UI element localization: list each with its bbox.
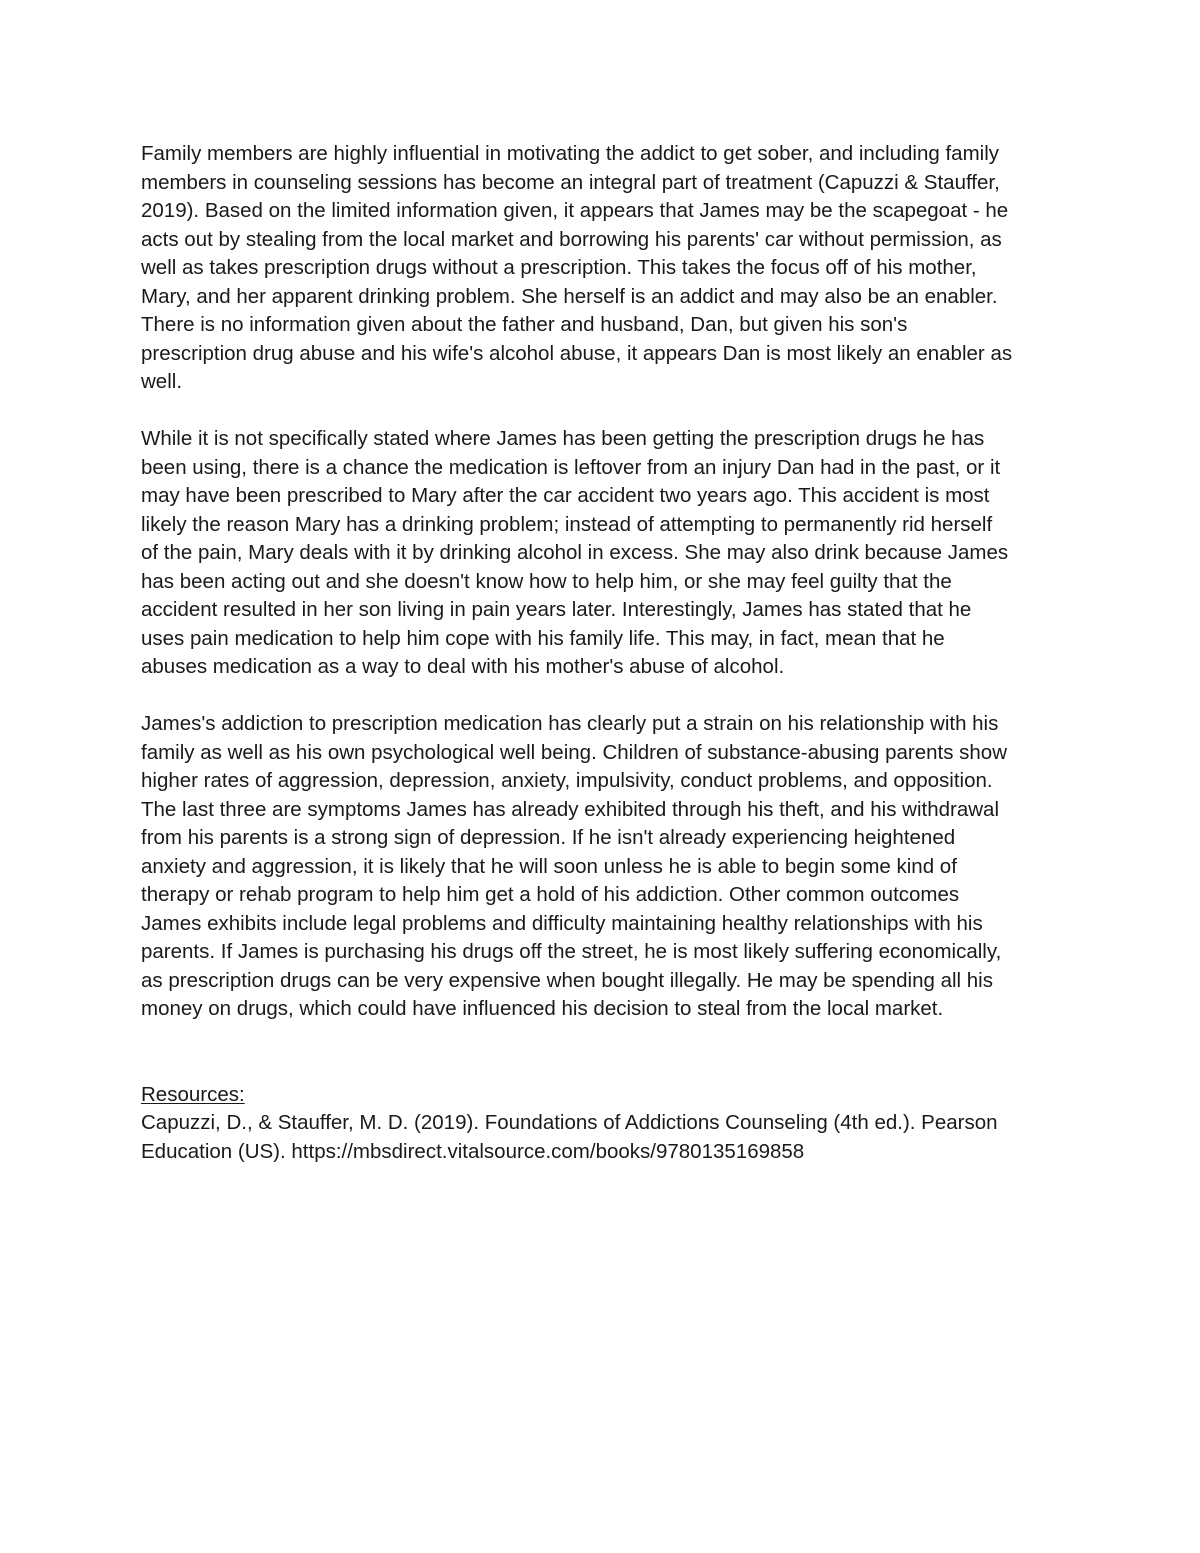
text-line: 2019). Based on the limited information given, it appears that James may be the scapegoat - he	[141, 199, 1009, 222]
text-line: members in counseling sessions has become an integral part of treatment (Capuzzi & Stauffer,	[141, 170, 1000, 194]
resources-section	[141, 1081, 1066, 1167]
text-line: has been acting out and she doesn't know how to help him, or she may feel guilty that the	[141, 569, 952, 593]
text-line: of the pain, Mary deals with it by drinking alcohol in excess. She may also drink because James	[141, 541, 1009, 564]
text-line: well.	[141, 370, 183, 393]
text-line: therapy or rehab program to help him get a hold of his addiction. Other common outcomes	[141, 883, 960, 906]
text-line: prescription drug abuse and his wife's alcohol abuse, it appears Dan is most likely an enabler as	[141, 341, 1013, 365]
text-line: uses pain medication to help him cope with his family life. This may, in fact, mean that he	[141, 626, 945, 650]
text-line: been using, there is a chance the medication is leftover from an injury Dan had in the past, or it	[141, 455, 1001, 479]
text-line: from his parents is a strong sign of depression. If he isn't already experiencing heightened	[141, 826, 956, 849]
document-body	[141, 140, 1066, 1166]
text-line: anxiety and aggression, it is likely that he will soon unless he is able to begin some kind of	[141, 854, 957, 878]
text-line: higher rates of aggression, depression, anxiety, impulsivity, conduct problems, and opposition.	[141, 769, 993, 792]
text-line: James exhibits include legal problems and difficulty maintaining healthy relationships with his	[141, 911, 983, 935]
text-line: Family members are highly influential in motivating the addict to get sober, and including family	[141, 142, 1000, 165]
paragraph-2	[141, 425, 1066, 682]
text-line: accident resulted in her son living in pain years later. Interestingly, James has stated that he	[141, 598, 972, 621]
text-line: James's addiction to prescription medication has clearly put a strain on his relationship with his	[141, 712, 999, 735]
paragraph-1	[141, 140, 1066, 397]
citation-line: Capuzzi, D., & Stauffer, M. D. (2019). Foundations of Addictions Counseling (4th ed.). Pearson	[141, 1111, 998, 1134]
text-line: abuses medication as a way to deal with his mother's abuse of alcohol.	[141, 655, 785, 678]
text-line: While it is not specifically stated where James has been getting the prescription drugs he has	[141, 427, 985, 450]
resources-heading: Resources:	[141, 1082, 245, 1106]
spacer	[141, 1052, 1066, 1081]
paragraph-3	[141, 710, 1066, 1024]
text-line: well as takes prescription drugs without a prescription. This takes the focus off of his mother,	[141, 256, 977, 279]
text-line: parents. If James is purchasing his drugs off the street, he is most likely suffering economically,	[141, 940, 1002, 963]
citation-line: Education (US). https://mbsdirect.vitalsource.com/books/9780135169858	[141, 1139, 805, 1163]
text-line: as prescription drugs can be very expensive when bought illegally. He may be spending all his	[141, 968, 993, 992]
text-line: family as well as his own psychological well being. Children of substance-abusing parents show	[141, 740, 1008, 764]
text-line: There is no information given about the father and husband, Dan, but given his son's	[141, 313, 908, 336]
text-line: money on drugs, which could have influenced his decision to steal from the local market.	[141, 997, 944, 1020]
text-line: may have been prescribed to Mary after the car accident two years ago. This accident is most	[141, 484, 990, 507]
text-line: The last three are symptoms James has already exhibited through his theft, and his withdrawal	[141, 797, 1000, 821]
text-line: acts out by stealing from the local market and borrowing his parents' car without permission, as	[141, 227, 1002, 251]
text-line: Mary, and her apparent drinking problem. She herself is an addict and may also be an enabler.	[141, 284, 998, 308]
text-line: likely the reason Mary has a drinking problem; instead of attempting to permanently rid herself	[141, 512, 993, 536]
